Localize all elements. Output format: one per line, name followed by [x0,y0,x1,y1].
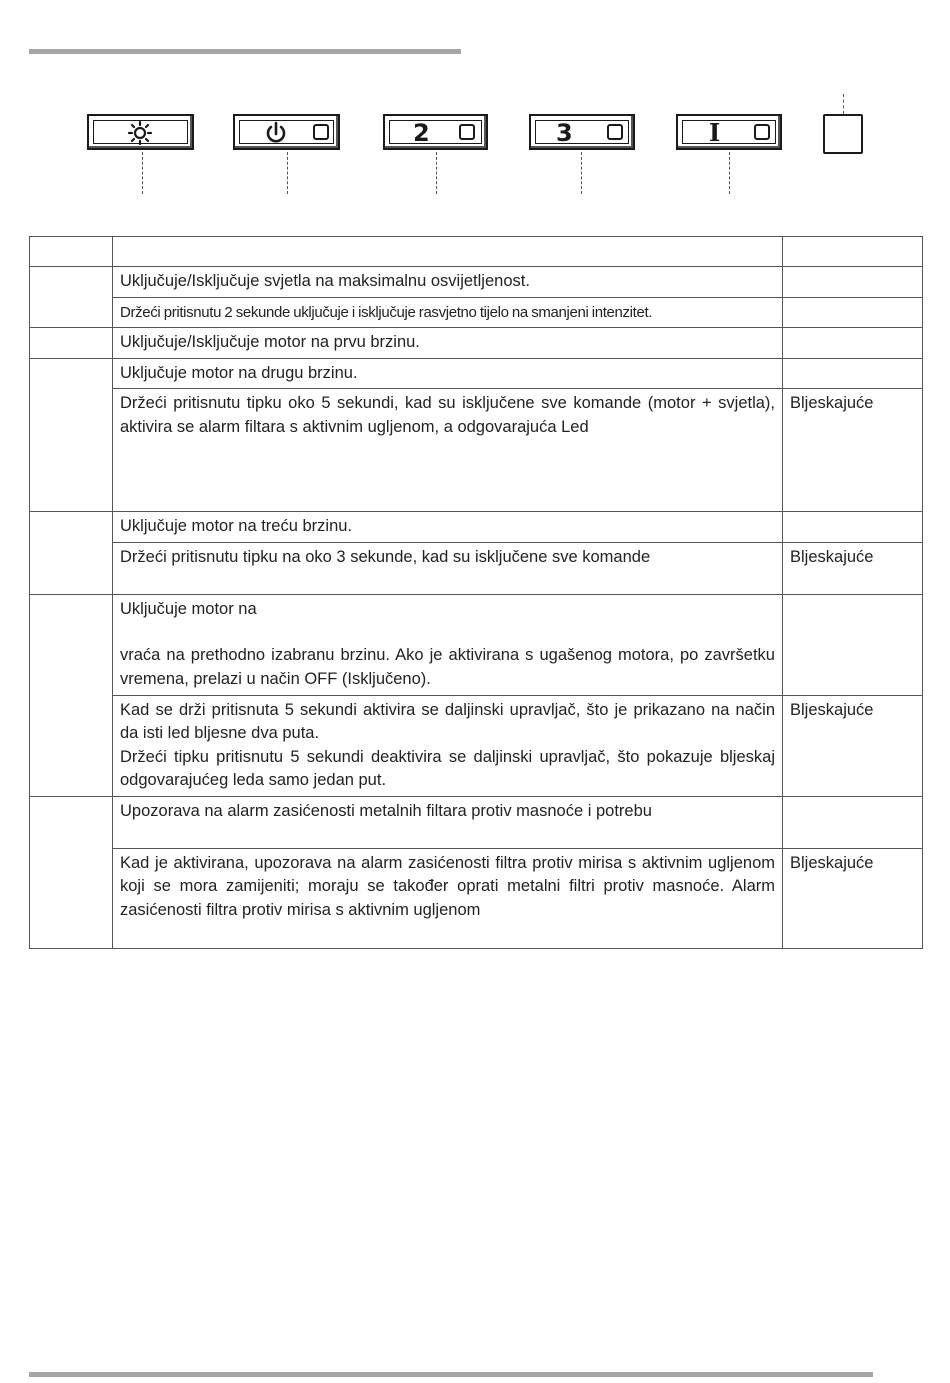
table-row [30,512,923,543]
intensive-key-leader [729,152,730,194]
function-text-b: Držeći tipku pritisnutu 5 sekundi deaktivira se daljinski upravljač, što pokazuje bljeskaj odgovarajućeg leda samo jedan put. [120,747,775,789]
function-description: Kad je aktivirana, upozorava na alarm zasićenosti filtra protiv mirisa s aktivnim ugljenom koji se mora zamijeniti; moraju se također oprati metalni filtri protiv masnoće. Alarm zasićenosti filtra protiv mirisa s aktivnim ugljenom [113,848,783,948]
control-panel [0,90,950,200]
table-row [30,267,923,298]
function-description: Držeći pritisnutu 2 sekunde uključuje i isključuje rasvjetno tijelo na smanjeni intenzitet. [113,297,783,328]
function-description: Uključuje/Isključuje svjetla na maksimalnu osvijetljenost. [113,267,783,298]
extra-key-leader [843,94,844,114]
led-status [783,267,923,298]
speed-3-key-cell [30,512,113,595]
power-icon [263,121,289,147]
power-led [313,124,329,140]
table-row [30,328,923,359]
functions-table [29,236,923,949]
filter-alarm-key-cell [30,796,113,948]
header-key-cell [30,237,113,267]
intensive-led [754,124,770,140]
header-led-cell [783,237,923,267]
light-key-leader [142,152,143,194]
power-key-leader [287,152,288,194]
sun-icon [127,121,153,145]
function-description: Držeći pritisnutu tipku na oko 3 sekunde, kad su isključene sve komande [113,542,783,594]
function-description: Uključuje motor na drugu brzinu. [113,358,783,389]
speed-3-led [607,124,623,140]
table-row [30,695,923,796]
table-row [30,297,923,328]
led-status [783,512,923,543]
speed-2-led [459,124,475,140]
function-text-b: vraća na prethodno izabranu brzinu. Ako je aktivirana s ugašenog motora, po završetku vremena, prelazi u način OFF (Isključeno). [120,646,775,688]
table-row [30,796,923,848]
power-key[interactable] [233,114,340,150]
function-description [113,695,783,796]
led-status: Bljeskajuće [783,389,923,512]
table-row [30,542,923,594]
function-description: Uključuje/Isključuje motor na prvu brzinu. [113,328,783,359]
top-rule [29,49,461,54]
intensive-key[interactable] [676,114,782,150]
intensive-key-cell [30,594,113,796]
speed-2-label: 2 [413,119,430,147]
function-text-a: Kad se drži pritisnuta 5 sekundi aktivira se daljinski upravljač, što je prikazano na način da isti led bljesne dva puta. [120,700,775,742]
function-description: Uključuje motor na treću brzinu. [113,512,783,543]
function-description [113,594,783,695]
filter-alarm-key[interactable] [823,114,863,154]
function-text-a: Uključuje motor na [120,599,257,618]
led-status: Bljeskajuće [783,848,923,948]
table-row [30,848,923,948]
led-status [783,297,923,328]
light-key-cell [30,267,113,328]
function-description: Držeći pritisnutu tipku oko 5 sekundi, kad su isključene sve komande (motor + svjetla), aktivira se alarm filtara s aktivnim ugljenom, a odgovarajuća Led [113,389,783,512]
table-row [30,358,923,389]
speed-3-key-leader [581,152,582,194]
led-status: Bljeskajuće [783,695,923,796]
led-status [783,594,923,695]
bottom-rule [29,1372,873,1377]
function-description: Upozorava na alarm zasićenosti metalnih filtara protiv masnoće i potrebu [113,796,783,848]
led-status [783,328,923,359]
table-header-row [30,237,923,267]
speed-2-key[interactable] [383,114,488,150]
speed-2-key-leader [436,152,437,194]
table-row [30,389,923,512]
table-row [30,594,923,695]
speed-3-label: 3 [556,119,573,147]
speed-3-key[interactable] [529,114,635,150]
power-key-cell [30,328,113,359]
led-status: Bljeskajuće [783,542,923,594]
intensive-label: I [709,118,721,147]
light-key[interactable] [87,114,194,150]
led-status [783,358,923,389]
led-status [783,796,923,848]
speed-2-key-cell [30,358,113,512]
header-function-cell [113,237,783,267]
